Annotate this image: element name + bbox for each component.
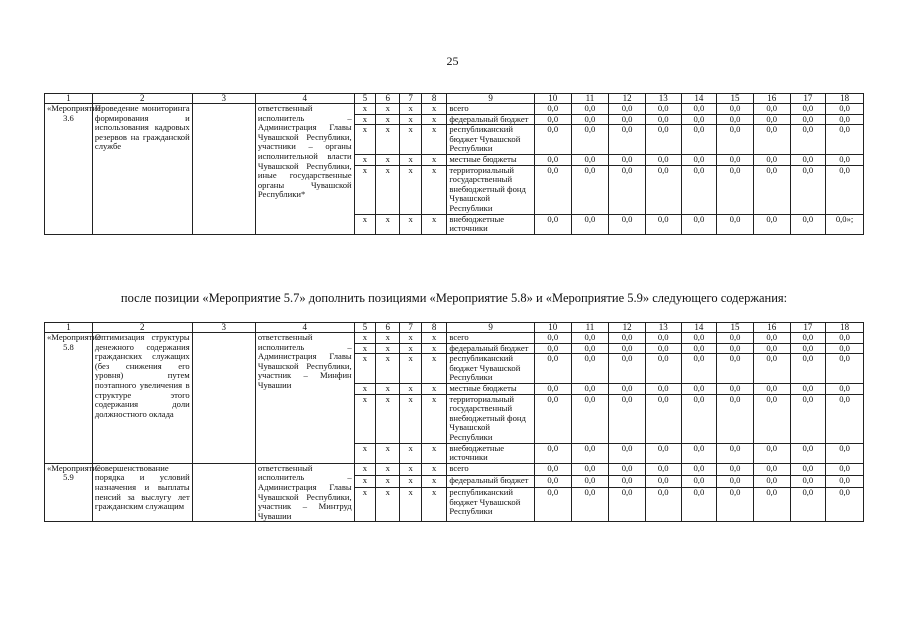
code-placeholder-cell: х bbox=[400, 154, 421, 165]
funding-value-cell: 0,0 bbox=[571, 343, 609, 354]
funding-value-cell: 0,0 bbox=[645, 104, 681, 115]
funding-value-cell: 0,0 bbox=[790, 475, 826, 487]
funding-source-cell: местные бюджеты bbox=[447, 383, 535, 394]
funding-value-cell: 0,0 bbox=[571, 104, 609, 115]
code-placeholder-cell: х bbox=[421, 125, 446, 155]
funding-source-cell: территориальный государственный внебюджетный фонд Чувашской Республики bbox=[447, 394, 535, 443]
code-placeholder-cell: х bbox=[354, 475, 375, 487]
funding-source-cell: территориальный государственный внебюджетный фонд Чувашской Республики bbox=[447, 165, 535, 214]
funding-value-cell: 0,0 bbox=[681, 394, 717, 443]
code-placeholder-cell: х bbox=[421, 333, 446, 344]
funding-value-cell: 0,0 bbox=[681, 475, 717, 487]
funding-value-cell: 0,0 bbox=[534, 343, 571, 354]
funding-value-cell: 0,0 bbox=[826, 154, 864, 165]
funding-value-cell: 0,0 bbox=[753, 154, 790, 165]
column-number-cell: 11 bbox=[571, 94, 609, 104]
funding-value-cell: 0,0 bbox=[753, 354, 790, 384]
code-placeholder-cell: х bbox=[354, 114, 375, 125]
code-placeholder-cell: х bbox=[421, 343, 446, 354]
code-placeholder-cell: х bbox=[400, 114, 421, 125]
column-number-cell: 18 bbox=[826, 323, 864, 333]
funding-value-cell: 0,0 bbox=[790, 383, 826, 394]
funding-value-cell: 0,0 bbox=[571, 114, 609, 125]
funding-source-cell: внебюджетные источники bbox=[447, 214, 535, 234]
column-number-cell: 10 bbox=[534, 323, 571, 333]
funding-value-cell: 0,0 bbox=[790, 114, 826, 125]
funding-source-cell: всего bbox=[447, 104, 535, 115]
column-number-cell: 4 bbox=[255, 94, 354, 104]
responsible-executor-cell: ответственный исполнитель – Администрация Главы Чувашской Республики, участники – органы исполнительной власти Чувашской Республики, иные государственные органы Чувашской Республики* bbox=[255, 104, 354, 235]
funding-value-cell: 0,0 bbox=[534, 333, 571, 344]
funding-value-cell: 0,0 bbox=[717, 125, 754, 155]
column-number-cell: 1 bbox=[45, 323, 93, 333]
column-number-cell: 9 bbox=[447, 323, 535, 333]
code-placeholder-cell: х bbox=[400, 333, 421, 344]
funding-value-cell: 0,0 bbox=[753, 475, 790, 487]
funding-value-cell: 0,0 bbox=[717, 343, 754, 354]
column-number-cell: 13 bbox=[645, 94, 681, 104]
funding-value-cell: 0,0 bbox=[645, 343, 681, 354]
funding-value-cell: 0,0 bbox=[826, 333, 864, 344]
funding-value-cell: 0,0 bbox=[753, 214, 790, 234]
responsible-executor-cell: ответственный исполнитель – Администрация Главы Чувашской Республики, участник – Минтруд Чувашии bbox=[255, 463, 354, 522]
funding-value-cell: 0,0 bbox=[645, 114, 681, 125]
funding-source-cell: федеральный бюджет bbox=[447, 475, 535, 487]
code-placeholder-cell: х bbox=[354, 104, 375, 115]
column-number-cell: 2 bbox=[92, 323, 192, 333]
code-placeholder-cell: х bbox=[421, 463, 446, 475]
funding-value-cell: 0,0 bbox=[645, 463, 681, 475]
funding-value-cell: 0,0 bbox=[681, 488, 717, 522]
funding-value-cell: 0,0 bbox=[681, 125, 717, 155]
column-number-cell: 13 bbox=[645, 323, 681, 333]
funding-value-cell: 0,0 bbox=[753, 114, 790, 125]
funding-value-cell: 0,0 bbox=[681, 333, 717, 344]
code-placeholder-cell: х bbox=[354, 394, 375, 443]
funding-value-cell: 0,0 bbox=[826, 104, 864, 115]
event-column-3-cell bbox=[192, 463, 255, 522]
funding-value-cell: 0,0 bbox=[645, 383, 681, 394]
code-placeholder-cell: х bbox=[354, 214, 375, 234]
funding-row bbox=[45, 104, 864, 115]
code-placeholder-cell: х bbox=[421, 394, 446, 443]
code-placeholder-cell: х bbox=[376, 354, 400, 384]
funding-source-cell: республиканский бюджет Чувашской Республики bbox=[447, 354, 535, 384]
funding-value-cell: 0,0 bbox=[645, 333, 681, 344]
column-number-cell: 4 bbox=[255, 323, 354, 333]
code-placeholder-cell: х bbox=[376, 114, 400, 125]
funding-value-cell: 0,0 bbox=[826, 463, 864, 475]
column-number-cell: 5 bbox=[354, 94, 375, 104]
code-placeholder-cell: х bbox=[400, 488, 421, 522]
funding-value-cell: 0,0 bbox=[571, 354, 609, 384]
funding-value-cell: 0,0 bbox=[645, 394, 681, 443]
funding-value-cell: 0,0 bbox=[753, 333, 790, 344]
column-number-cell: 15 bbox=[717, 323, 754, 333]
funding-row bbox=[45, 333, 864, 344]
funding-value-cell: 0,0 bbox=[609, 488, 646, 522]
funding-value-cell: 0,0 bbox=[790, 354, 826, 384]
funding-value-cell: 0,0 bbox=[826, 443, 864, 463]
funding-value-cell: 0,0 bbox=[826, 125, 864, 155]
funding-value-cell: 0,0 bbox=[826, 383, 864, 394]
funding-value-cell: 0,0 bbox=[534, 463, 571, 475]
funding-value-cell: 0,0»; bbox=[826, 214, 864, 234]
funding-value-cell: 0,0 bbox=[534, 443, 571, 463]
code-placeholder-cell: х bbox=[376, 475, 400, 487]
funding-value-cell: 0,0 bbox=[571, 214, 609, 234]
funding-value-cell: 0,0 bbox=[534, 488, 571, 522]
code-placeholder-cell: х bbox=[421, 104, 446, 115]
funding-value-cell: 0,0 bbox=[790, 394, 826, 443]
funding-value-cell: 0,0 bbox=[609, 475, 646, 487]
funding-value-cell: 0,0 bbox=[609, 343, 646, 354]
code-placeholder-cell: х bbox=[354, 343, 375, 354]
funding-value-cell: 0,0 bbox=[681, 354, 717, 384]
column-number-cell: 14 bbox=[681, 323, 717, 333]
code-placeholder-cell: х bbox=[354, 333, 375, 344]
code-placeholder-cell: х bbox=[376, 343, 400, 354]
code-placeholder-cell: х bbox=[354, 154, 375, 165]
funding-value-cell: 0,0 bbox=[753, 383, 790, 394]
funding-value-cell: 0,0 bbox=[534, 154, 571, 165]
funding-value-cell: 0,0 bbox=[571, 463, 609, 475]
funding-value-cell: 0,0 bbox=[826, 114, 864, 125]
funding-value-cell: 0,0 bbox=[717, 165, 754, 214]
column-number-cell: 14 bbox=[681, 94, 717, 104]
funding-value-cell: 0,0 bbox=[534, 114, 571, 125]
funding-value-cell: 0,0 bbox=[609, 154, 646, 165]
code-placeholder-cell: х bbox=[354, 488, 375, 522]
code-placeholder-cell: х bbox=[376, 104, 400, 115]
funding-value-cell: 0,0 bbox=[790, 343, 826, 354]
code-placeholder-cell: х bbox=[421, 354, 446, 384]
code-placeholder-cell: х bbox=[376, 333, 400, 344]
funding-value-cell: 0,0 bbox=[534, 214, 571, 234]
column-number-cell: 6 bbox=[376, 323, 400, 333]
code-placeholder-cell: х bbox=[421, 383, 446, 394]
column-number-cell: 10 bbox=[534, 94, 571, 104]
funding-source-cell: республиканский бюджет Чувашской Республики bbox=[447, 488, 535, 522]
funding-value-cell: 0,0 bbox=[645, 214, 681, 234]
column-number-row bbox=[45, 323, 864, 333]
event-column-3-cell bbox=[192, 333, 255, 464]
column-number-cell: 6 bbox=[376, 94, 400, 104]
code-placeholder-cell: х bbox=[354, 165, 375, 214]
funding-value-cell: 0,0 bbox=[681, 383, 717, 394]
funding-value-cell: 0,0 bbox=[790, 463, 826, 475]
funding-value-cell: 0,0 bbox=[790, 125, 826, 155]
funding-value-cell: 0,0 bbox=[534, 394, 571, 443]
funding-value-cell: 0,0 bbox=[645, 488, 681, 522]
funding-value-cell: 0,0 bbox=[826, 354, 864, 384]
column-number-cell: 17 bbox=[790, 94, 826, 104]
funding-value-cell: 0,0 bbox=[571, 125, 609, 155]
code-placeholder-cell: х bbox=[354, 443, 375, 463]
funding-value-cell: 0,0 bbox=[534, 475, 571, 487]
funding-value-cell: 0,0 bbox=[753, 488, 790, 522]
column-number-cell: 15 bbox=[717, 94, 754, 104]
column-number-cell: 18 bbox=[826, 94, 864, 104]
funding-value-cell: 0,0 bbox=[717, 475, 754, 487]
code-placeholder-cell: х bbox=[354, 354, 375, 384]
funding-value-cell: 0,0 bbox=[534, 125, 571, 155]
funding-value-cell: 0,0 bbox=[717, 214, 754, 234]
column-number-row bbox=[45, 94, 864, 104]
funding-value-cell: 0,0 bbox=[790, 165, 826, 214]
funding-value-cell: 0,0 bbox=[645, 154, 681, 165]
funding-value-cell: 0,0 bbox=[645, 165, 681, 214]
column-number-cell: 1 bbox=[45, 94, 93, 104]
funding-value-cell: 0,0 bbox=[753, 443, 790, 463]
funding-value-cell: 0,0 bbox=[571, 443, 609, 463]
page-number: 25 bbox=[446, 54, 459, 68]
code-placeholder-cell: х bbox=[421, 443, 446, 463]
funding-source-cell: федеральный бюджет bbox=[447, 343, 535, 354]
code-placeholder-cell: х bbox=[354, 383, 375, 394]
funding-source-cell: местные бюджеты bbox=[447, 154, 535, 165]
funding-value-cell: 0,0 bbox=[790, 104, 826, 115]
funding-value-cell: 0,0 bbox=[571, 383, 609, 394]
funding-value-cell: 0,0 bbox=[609, 443, 646, 463]
code-placeholder-cell: х bbox=[376, 394, 400, 443]
funding-value-cell: 0,0 bbox=[609, 125, 646, 155]
code-placeholder-cell: х bbox=[376, 383, 400, 394]
column-number-cell: 8 bbox=[421, 323, 446, 333]
funding-value-cell: 0,0 bbox=[681, 165, 717, 214]
funding-value-cell: 0,0 bbox=[645, 443, 681, 463]
column-number-cell: 3 bbox=[192, 323, 255, 333]
funding-value-cell: 0,0 bbox=[717, 488, 754, 522]
code-placeholder-cell: х bbox=[376, 154, 400, 165]
column-number-cell: 5 bbox=[354, 323, 375, 333]
funding-value-cell: 0,0 bbox=[609, 394, 646, 443]
funding-value-cell: 0,0 bbox=[717, 104, 754, 115]
column-number-cell: 16 bbox=[753, 94, 790, 104]
code-placeholder-cell: х bbox=[421, 114, 446, 125]
code-placeholder-cell: х bbox=[376, 443, 400, 463]
code-placeholder-cell: х bbox=[421, 488, 446, 522]
funding-value-cell: 0,0 bbox=[609, 214, 646, 234]
funding-value-cell: 0,0 bbox=[609, 333, 646, 344]
funding-value-cell: 0,0 bbox=[609, 354, 646, 384]
code-placeholder-cell: х bbox=[400, 354, 421, 384]
funding-value-cell: 0,0 bbox=[826, 475, 864, 487]
funding-value-cell: 0,0 bbox=[571, 154, 609, 165]
funding-value-cell: 0,0 bbox=[571, 165, 609, 214]
code-placeholder-cell: х bbox=[400, 343, 421, 354]
funding-value-cell: 0,0 bbox=[753, 394, 790, 443]
code-placeholder-cell: х bbox=[376, 463, 400, 475]
program-table-new-events bbox=[44, 322, 864, 522]
funding-source-cell: всего bbox=[447, 333, 535, 344]
funding-value-cell: 0,0 bbox=[681, 104, 717, 115]
funding-value-cell: 0,0 bbox=[609, 165, 646, 214]
event-column-3-cell bbox=[192, 104, 255, 235]
funding-value-cell: 0,0 bbox=[790, 333, 826, 344]
code-placeholder-cell: х bbox=[400, 475, 421, 487]
funding-value-cell: 0,0 bbox=[826, 343, 864, 354]
code-placeholder-cell: х bbox=[376, 214, 400, 234]
column-number-cell: 7 bbox=[400, 323, 421, 333]
column-number-cell: 9 bbox=[447, 94, 535, 104]
column-number-cell: 11 bbox=[571, 323, 609, 333]
code-placeholder-cell: х bbox=[400, 125, 421, 155]
code-placeholder-cell: х bbox=[376, 488, 400, 522]
funding-value-cell: 0,0 bbox=[571, 333, 609, 344]
funding-value-cell: 0,0 bbox=[790, 443, 826, 463]
funding-value-cell: 0,0 bbox=[717, 394, 754, 443]
code-placeholder-cell: х bbox=[421, 475, 446, 487]
column-number-cell: 16 bbox=[753, 323, 790, 333]
code-placeholder-cell: х bbox=[376, 125, 400, 155]
funding-value-cell: 0,0 bbox=[681, 463, 717, 475]
funding-value-cell: 0,0 bbox=[753, 463, 790, 475]
column-number-cell: 17 bbox=[790, 323, 826, 333]
funding-value-cell: 0,0 bbox=[534, 354, 571, 384]
column-number-cell: 7 bbox=[400, 94, 421, 104]
funding-source-cell: федеральный бюджет bbox=[447, 114, 535, 125]
funding-value-cell: 0,0 bbox=[826, 165, 864, 214]
funding-value-cell: 0,0 bbox=[645, 125, 681, 155]
column-number-cell: 12 bbox=[609, 323, 646, 333]
funding-source-cell: республиканский бюджет Чувашской Республики bbox=[447, 125, 535, 155]
funding-row bbox=[45, 463, 864, 475]
event-name-cell: Оптимизация структуры денежного содержания гражданских служащих (без снижения его уровня) путем поэтапного увеличения в структуре этого содержания доли должностного оклада bbox=[92, 333, 192, 464]
event-number-cell: «Мероприятие 3.6 bbox=[45, 104, 93, 235]
column-number-cell: 8 bbox=[421, 94, 446, 104]
funding-value-cell: 0,0 bbox=[753, 165, 790, 214]
funding-value-cell: 0,0 bbox=[609, 463, 646, 475]
code-placeholder-cell: х bbox=[354, 125, 375, 155]
funding-source-cell: внебюджетные источники bbox=[447, 443, 535, 463]
code-placeholder-cell: х bbox=[354, 463, 375, 475]
code-placeholder-cell: х bbox=[400, 104, 421, 115]
funding-value-cell: 0,0 bbox=[717, 443, 754, 463]
funding-value-cell: 0,0 bbox=[534, 165, 571, 214]
funding-value-cell: 0,0 bbox=[681, 443, 717, 463]
code-placeholder-cell: х bbox=[421, 165, 446, 214]
code-placeholder-cell: х bbox=[400, 383, 421, 394]
funding-value-cell: 0,0 bbox=[609, 114, 646, 125]
code-placeholder-cell: х bbox=[400, 463, 421, 475]
funding-value-cell: 0,0 bbox=[790, 488, 826, 522]
column-number-cell: 3 bbox=[192, 94, 255, 104]
funding-value-cell: 0,0 bbox=[717, 463, 754, 475]
funding-value-cell: 0,0 bbox=[681, 114, 717, 125]
funding-value-cell: 0,0 bbox=[571, 475, 609, 487]
funding-value-cell: 0,0 bbox=[609, 383, 646, 394]
funding-value-cell: 0,0 bbox=[571, 488, 609, 522]
funding-value-cell: 0,0 bbox=[826, 394, 864, 443]
funding-value-cell: 0,0 bbox=[826, 488, 864, 522]
funding-value-cell: 0,0 bbox=[534, 104, 571, 115]
code-placeholder-cell: х bbox=[421, 214, 446, 234]
funding-value-cell: 0,0 bbox=[681, 214, 717, 234]
code-placeholder-cell: х bbox=[400, 165, 421, 214]
code-placeholder-cell: х bbox=[421, 154, 446, 165]
code-placeholder-cell: х bbox=[400, 394, 421, 443]
event-name-cell: Совершенствование порядка и условий назначения и выплаты пенсий за выслугу лет гражданским служащим bbox=[92, 463, 192, 522]
event-number-cell: «Мероприятие 5.8 bbox=[45, 333, 93, 464]
code-placeholder-cell: х bbox=[376, 165, 400, 214]
funding-value-cell: 0,0 bbox=[753, 125, 790, 155]
funding-value-cell: 0,0 bbox=[645, 354, 681, 384]
funding-value-cell: 0,0 bbox=[790, 214, 826, 234]
funding-value-cell: 0,0 bbox=[753, 343, 790, 354]
code-placeholder-cell: х bbox=[400, 214, 421, 234]
funding-value-cell: 0,0 bbox=[717, 333, 754, 344]
event-name-cell: Проведение мониторинга формирования и использования кадровых резервов на гражданской службе bbox=[92, 104, 192, 235]
funding-value-cell: 0,0 bbox=[753, 104, 790, 115]
funding-value-cell: 0,0 bbox=[571, 394, 609, 443]
code-placeholder-cell: х bbox=[400, 443, 421, 463]
funding-value-cell: 0,0 bbox=[681, 154, 717, 165]
responsible-executor-cell: ответственный исполнитель – Администрация Главы Чувашской Республики, участник – Минфин Чувашии bbox=[255, 333, 354, 464]
program-table-continued bbox=[44, 93, 864, 235]
funding-value-cell: 0,0 bbox=[534, 383, 571, 394]
funding-value-cell: 0,0 bbox=[717, 114, 754, 125]
funding-value-cell: 0,0 bbox=[717, 154, 754, 165]
funding-value-cell: 0,0 bbox=[717, 354, 754, 384]
column-number-cell: 2 bbox=[92, 94, 192, 104]
event-number-cell: «Мероприятие 5.9 bbox=[45, 463, 93, 522]
funding-value-cell: 0,0 bbox=[717, 383, 754, 394]
funding-source-cell: всего bbox=[447, 463, 535, 475]
amendment-instruction: после позиции «Мероприятие 5.7» дополнить позициями «Мероприятие 5.8» и «Мероприятие 5.9» следующего содержания: bbox=[120, 291, 788, 305]
funding-value-cell: 0,0 bbox=[681, 343, 717, 354]
funding-value-cell: 0,0 bbox=[645, 475, 681, 487]
column-number-cell: 12 bbox=[609, 94, 646, 104]
funding-value-cell: 0,0 bbox=[609, 104, 646, 115]
funding-value-cell: 0,0 bbox=[790, 154, 826, 165]
